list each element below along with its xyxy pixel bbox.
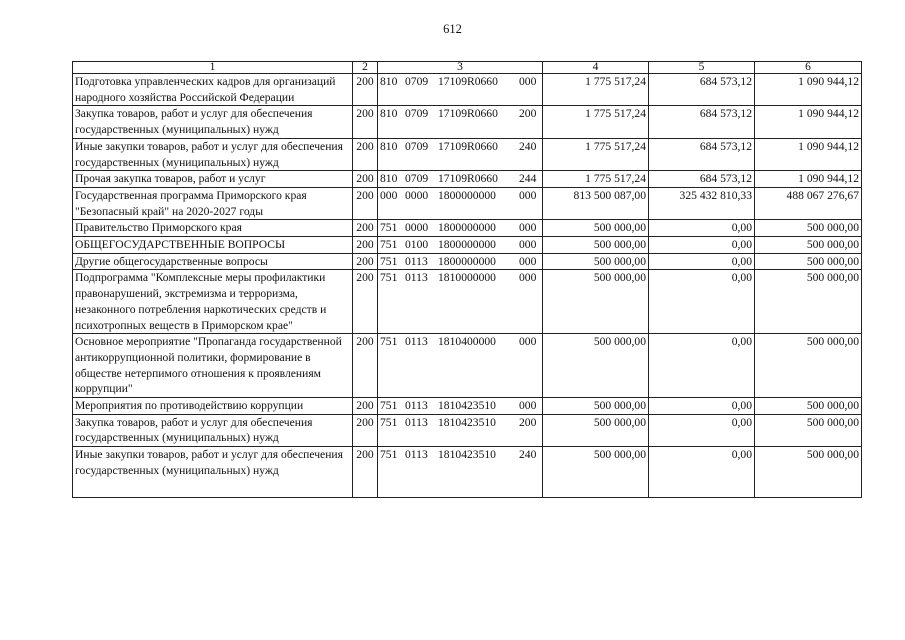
section-code: 810 bbox=[380, 107, 398, 121]
item-name: Основное мероприятие "Пропаганда государственной антикоррупционной политики, формирование в обществе нетерпимого отношения к проявлениям коррупции" bbox=[73, 334, 353, 398]
table-row bbox=[73, 220, 862, 237]
column-header: 2 bbox=[353, 62, 378, 74]
admin-code: 200 bbox=[353, 447, 378, 497]
amount-col5: 325 432 810,33 bbox=[649, 187, 755, 219]
amount-col6: 500 000,00 bbox=[755, 398, 862, 415]
expense-type-code: 000 bbox=[519, 399, 537, 413]
table-header-row bbox=[73, 62, 862, 74]
section-code: 810 bbox=[380, 172, 398, 186]
table-row bbox=[73, 187, 862, 219]
expense-type-code: 200 bbox=[519, 415, 537, 429]
target-code: 1810423510 bbox=[438, 399, 496, 413]
amount-col4: 500 000,00 bbox=[543, 398, 649, 415]
amount-col6: 1 090 944,12 bbox=[755, 138, 862, 170]
amount-col6: 500 000,00 bbox=[755, 237, 862, 254]
page-number: 612 bbox=[443, 22, 462, 36]
amount-col4: 1 775 517,24 bbox=[543, 106, 649, 138]
expense-type-code: 000 bbox=[519, 254, 537, 268]
item-name: Иные закупки товаров, работ и услуг для обеспечения государственных (муниципальных) нужд bbox=[73, 447, 353, 497]
target-code: 1800000000 bbox=[438, 221, 496, 235]
amount-col6: 1 090 944,12 bbox=[755, 106, 862, 138]
budget-codes bbox=[378, 171, 543, 188]
target-code: 17109R0660 bbox=[438, 107, 498, 121]
budget-codes bbox=[378, 106, 543, 138]
amount-col5: 684 573,12 bbox=[649, 106, 755, 138]
subsection-code: 0113 bbox=[405, 448, 428, 462]
amount-col6: 500 000,00 bbox=[755, 253, 862, 270]
table-row bbox=[73, 106, 862, 138]
target-code: 1810423510 bbox=[438, 415, 496, 429]
subsection-code: 0113 bbox=[405, 335, 428, 349]
section-code: 751 bbox=[380, 254, 398, 268]
subsection-code: 0113 bbox=[405, 415, 428, 429]
section-code: 751 bbox=[380, 415, 398, 429]
expense-type-code: 000 bbox=[519, 188, 537, 202]
budget-codes bbox=[378, 447, 543, 497]
amount-col6: 1 090 944,12 bbox=[755, 74, 862, 106]
target-code: 17109R0660 bbox=[438, 75, 498, 88]
amount-col4: 500 000,00 bbox=[543, 447, 649, 497]
section-code: 751 bbox=[380, 399, 398, 413]
budget-codes bbox=[378, 138, 543, 170]
subsection-code: 0113 bbox=[405, 271, 428, 285]
amount-col6: 500 000,00 bbox=[755, 447, 862, 497]
column-header: 1 bbox=[73, 62, 353, 74]
budget-table bbox=[72, 61, 862, 498]
section-code: 000 bbox=[380, 188, 398, 202]
admin-code: 200 bbox=[353, 187, 378, 219]
column-header: 3 bbox=[378, 62, 543, 74]
admin-code: 200 bbox=[353, 74, 378, 106]
table-row bbox=[73, 414, 862, 446]
item-name: Мероприятия по противодействию коррупции bbox=[73, 398, 353, 415]
amount-col4: 813 500 087,00 bbox=[543, 187, 649, 219]
table-row bbox=[73, 253, 862, 270]
amount-col5: 0,00 bbox=[649, 237, 755, 254]
section-code: 751 bbox=[380, 448, 398, 462]
expense-type-code: 240 bbox=[519, 448, 537, 462]
amount-col4: 500 000,00 bbox=[543, 334, 649, 398]
item-name: Закупка товаров, работ и услуг для обеспечения государственных (муниципальных) нужд bbox=[73, 414, 353, 446]
table-row bbox=[73, 171, 862, 188]
budget-codes bbox=[378, 398, 543, 415]
table-row bbox=[73, 398, 862, 415]
table-row bbox=[73, 447, 862, 497]
amount-col4: 500 000,00 bbox=[543, 414, 649, 446]
amount-col5: 0,00 bbox=[649, 253, 755, 270]
amount-col4: 500 000,00 bbox=[543, 237, 649, 254]
amount-col5: 0,00 bbox=[649, 447, 755, 497]
budget-codes bbox=[378, 237, 543, 254]
amount-col4: 500 000,00 bbox=[543, 270, 649, 334]
target-code: 17109R0660 bbox=[438, 172, 498, 186]
budget-codes bbox=[378, 187, 543, 219]
amount-col4: 1 775 517,24 bbox=[543, 171, 649, 188]
budget-codes bbox=[378, 414, 543, 446]
column-header: 5 bbox=[649, 62, 755, 74]
amount-col6: 500 000,00 bbox=[755, 270, 862, 334]
admin-code: 200 bbox=[353, 237, 378, 254]
section-code: 751 bbox=[380, 335, 398, 349]
amount-col5: 684 573,12 bbox=[649, 171, 755, 188]
item-name: Государственная программа Приморского края "Безопасный край" на 2020-2027 годы bbox=[73, 187, 353, 219]
amount-col6: 1 090 944,12 bbox=[755, 171, 862, 188]
target-code: 1810400000 bbox=[438, 335, 496, 349]
expense-type-code: 000 bbox=[519, 221, 537, 235]
section-code: 810 bbox=[380, 139, 398, 153]
subsection-code: 0000 bbox=[405, 188, 429, 202]
column-header: 4 bbox=[543, 62, 649, 74]
admin-code: 200 bbox=[353, 253, 378, 270]
expense-type-code: 240 bbox=[519, 139, 537, 153]
section-code: 810 bbox=[380, 75, 398, 88]
admin-code: 200 bbox=[353, 414, 378, 446]
amount-col4: 500 000,00 bbox=[543, 253, 649, 270]
amount-col5: 684 573,12 bbox=[649, 138, 755, 170]
amount-col4: 1 775 517,24 bbox=[543, 138, 649, 170]
amount-col5: 684 573,12 bbox=[649, 74, 755, 106]
amount-col6: 500 000,00 bbox=[755, 334, 862, 398]
column-header: 6 bbox=[755, 62, 862, 74]
budget-codes bbox=[378, 334, 543, 398]
target-code: 1810000000 bbox=[438, 271, 496, 285]
subsection-code: 0113 bbox=[405, 254, 428, 268]
subsection-code: 0709 bbox=[405, 75, 429, 88]
expense-type-code: 000 bbox=[519, 271, 537, 285]
target-code: 1800000000 bbox=[438, 254, 496, 268]
expense-type-code: 000 bbox=[519, 75, 537, 88]
admin-code: 200 bbox=[353, 334, 378, 398]
subsection-code: 0000 bbox=[405, 221, 429, 235]
amount-col5: 0,00 bbox=[649, 334, 755, 398]
budget-codes bbox=[378, 270, 543, 334]
target-code: 1800000000 bbox=[438, 238, 496, 252]
amount-col5: 0,00 bbox=[649, 270, 755, 334]
admin-code: 200 bbox=[353, 398, 378, 415]
admin-code: 200 bbox=[353, 106, 378, 138]
amount-col5: 0,00 bbox=[649, 220, 755, 237]
subsection-code: 0709 bbox=[405, 139, 429, 153]
section-code: 751 bbox=[380, 238, 398, 252]
item-name: Закупка товаров, работ и услуг для обеспечения государственных (муниципальных) нужд bbox=[73, 106, 353, 138]
budget-codes bbox=[378, 220, 543, 237]
target-code: 17109R0660 bbox=[438, 139, 498, 153]
amount-col6: 500 000,00 bbox=[755, 220, 862, 237]
amount-col4: 1 775 517,24 bbox=[543, 74, 649, 106]
section-code: 751 bbox=[380, 271, 398, 285]
subsection-code: 0113 bbox=[405, 399, 428, 413]
section-code: 751 bbox=[380, 221, 398, 235]
subsection-code: 0709 bbox=[405, 107, 429, 121]
subsection-code: 0100 bbox=[405, 238, 429, 252]
table-row bbox=[73, 270, 862, 334]
budget-codes bbox=[378, 253, 543, 270]
table-row bbox=[73, 74, 862, 106]
item-name: Прочая закупка товаров, работ и услуг bbox=[73, 171, 353, 188]
amount-col5: 0,00 bbox=[649, 398, 755, 415]
item-name: Иные закупки товаров, работ и услуг для обеспечения государственных (муниципальных) нужд bbox=[73, 138, 353, 170]
expense-type-code: 200 bbox=[519, 107, 537, 121]
admin-code: 200 bbox=[353, 270, 378, 334]
item-name: ОБЩЕГОСУДАРСТВЕННЫЕ ВОПРОСЫ bbox=[73, 237, 353, 254]
amount-col6: 500 000,00 bbox=[755, 414, 862, 446]
admin-code: 200 bbox=[353, 220, 378, 237]
budget-codes bbox=[378, 74, 543, 106]
item-name: Подготовка управленческих кадров для организаций народного хозяйства Российской Федерации bbox=[73, 74, 353, 106]
table-row bbox=[73, 237, 862, 254]
subsection-code: 0709 bbox=[405, 172, 429, 186]
amount-col4: 500 000,00 bbox=[543, 220, 649, 237]
item-name: Правительство Приморского края bbox=[73, 220, 353, 237]
target-code: 1810423510 bbox=[438, 448, 496, 462]
admin-code: 200 bbox=[353, 171, 378, 188]
amount-col6: 488 067 276,67 bbox=[755, 187, 862, 219]
expense-type-code: 244 bbox=[519, 172, 537, 186]
item-name: Другие общегосударственные вопросы bbox=[73, 253, 353, 270]
expense-type-code: 000 bbox=[519, 335, 537, 349]
expense-type-code: 000 bbox=[519, 238, 537, 252]
target-code: 1800000000 bbox=[438, 188, 496, 202]
table-row bbox=[73, 334, 862, 398]
table-row bbox=[73, 138, 862, 170]
admin-code: 200 bbox=[353, 138, 378, 170]
amount-col5: 0,00 bbox=[649, 414, 755, 446]
item-name: Подпрограмма "Комплексные меры профилактики правонарушений, экстремизма и терроризма, незаконного потребления наркотических средств и психотропных веществ в Приморском крае" bbox=[73, 270, 353, 334]
